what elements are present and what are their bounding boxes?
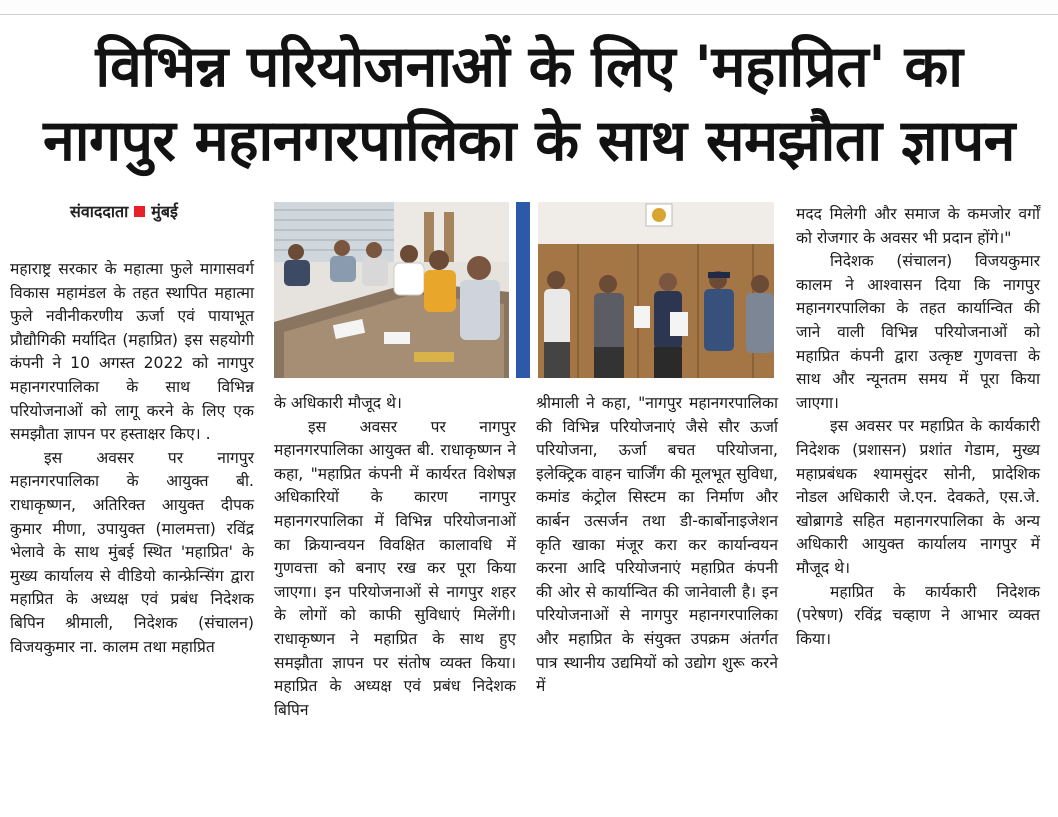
- byline-location: मुंबई: [151, 202, 178, 221]
- headline-line-2: नागपुर महानगरपालिका के साथ समझौता ज्ञापन: [43, 108, 1015, 174]
- paragraph: मदद मिलेगी और समाज के कमजोर वर्गों को रोजगार के अवसर भी प्रदान होंगे।": [796, 205, 1040, 247]
- square-bullet-icon: [134, 206, 145, 217]
- paragraph: के अधिकारी मौजूद थे।: [274, 394, 402, 412]
- photo-divider: [516, 202, 530, 378]
- paragraph: महाप्रित के कार्यकारी निदेशक (परेषण) रविंद्र चव्हाण ने आभार व्यक्त किया।: [796, 582, 1040, 648]
- mou-exchange-image: [538, 202, 774, 378]
- article-column-4: [796, 203, 1040, 651]
- meeting-room-image: [274, 202, 509, 378]
- paragraph: महाराष्ट्र सरकार के महात्मा फुले मागासवर्ग विकास महामंडल के तहत स्थापित महात्मा फुले नवीनीकरणीय ऊर्जा एवं पायाभूत प्रौद्यौगिकी मर्यादित (महाप्रित) इस सहयोगी कंपनी ने 10 अगस्त 2022 को नागपुर महानगरपालिका के साथ विभिन्न परियोजनाओं को लागू करने के लिए एक समझौता ज्ञापन पर हस्ताक्षर किए। .: [10, 260, 254, 444]
- meeting-room-photo: [274, 202, 509, 378]
- paragraph: निदेशक (संचालन) विजयकुमार कालम ने आश्वासन दिया कि नागपुर महानगरपालिका के तहत कार्यान्वित की जाने वाली विभिन्न परियोजनाओं को महाप्रित कंपनी द्वारा उत्कृष्ट गुणवत्ता के साथ और न्यूनतम समय में पूरा किया जाएगा।: [796, 252, 1040, 412]
- paragraph: इस अवसर पर नागपुर महानगरपालिका आयुक्त बी. राधाकृष्णन ने कहा, "महाप्रित कंपनी में कार्यरत विशेषज्ञ अधिकारियों के कारण नागपुर महानगरपालिका में विभिन्न परियोजनाओं का क्रियान्वयन विवक्षित कालावधि में गुणवत्ता को बनाए रख कर पूरा किया जाएगा। इन परियोजनाओं से नागपुर शहर के लोगों को काफी सुविधाएं मिलेंगी। राधाकृष्णन ने महाप्रित के साथ हुए समझौता ज्ञापन पर संतोष व्यक्त किया। महाप्रित के अध्यक्ष एवं प्रबंध निदेशक बिपिन: [274, 417, 516, 719]
- headline-line-1: विभिन्न परियोजनाओं के लिए 'महाप्रित' का: [95, 34, 963, 100]
- article-column-3: [536, 392, 778, 699]
- previous-article-strip: [0, 0, 1058, 15]
- paragraph: श्रीमाली ने कहा, "नागपुर महानगरपालिका की विभिन्न परियोजनाएं जैसे सौर ऊर्जा परियोजना, ऊर्जा बचत परियोजना, इलेक्ट्रिक वाहन चार्जिंग की मूलभूत सुविधा, कमांड कंट्रोल सिस्टम का निर्माण और कार्बन उत्सर्जन तथा डी-कार्बोनाइजेशन कृति खाका मंजूर करा कर कार्यान्वयन करना आदि परियोजनाएं महाप्रित कंपनी की ओर से कार्यान्वित की जानेवाली है। इन परियोजनाओं से नागपुर महानगरपालिका और महाप्रित के संयुक्त उपक्रम अंतर्गत पात्र स्थानीय उद्यमियों को उद्योग शुरू करने में: [536, 394, 778, 696]
- byline: [70, 200, 178, 222]
- byline-reporter: संवाददाता: [70, 202, 129, 221]
- article-column-1: [10, 258, 254, 659]
- paragraph: इस अवसर पर महाप्रित के कार्यकारी निदेशक (प्रशासन) प्रशांत गेडाम, मुख्य महाप्रबंधक श्यामसुंदर सोनी, प्रादेशिक नोडल अधिकारी जे.एन. देवकते, एस.जे. खोब्रागडे सहित महानगरपालिका के अन्य अधिकारी आयुक्त कार्यालय नागपुर में मौजूद थे।: [796, 417, 1040, 577]
- paragraph: इस अवसर पर नागपुर महानगरपालिका के आयुक्त बी. राधाकृष्णन, अतिरिक्त आयुक्त दीपक कुमार मीणा, उपायुक्त (मालमत्ता) रविंद्र भेलावे के साथ मुंबई स्थित 'महाप्रित' के मुख्य कार्यालय से वीडियो कान्फ्रेन्सिंग द्वारा महाप्रित के अध्यक्ष एवं प्रबंध निदेशक बिपिन श्रीमाली, निदेशक (संचालन) विजयकुमार ना. कालम तथा महाप्रित: [10, 448, 254, 656]
- mou-exchange-photo: [538, 202, 774, 378]
- headline: [0, 30, 1058, 178]
- article-column-2: [274, 392, 516, 722]
